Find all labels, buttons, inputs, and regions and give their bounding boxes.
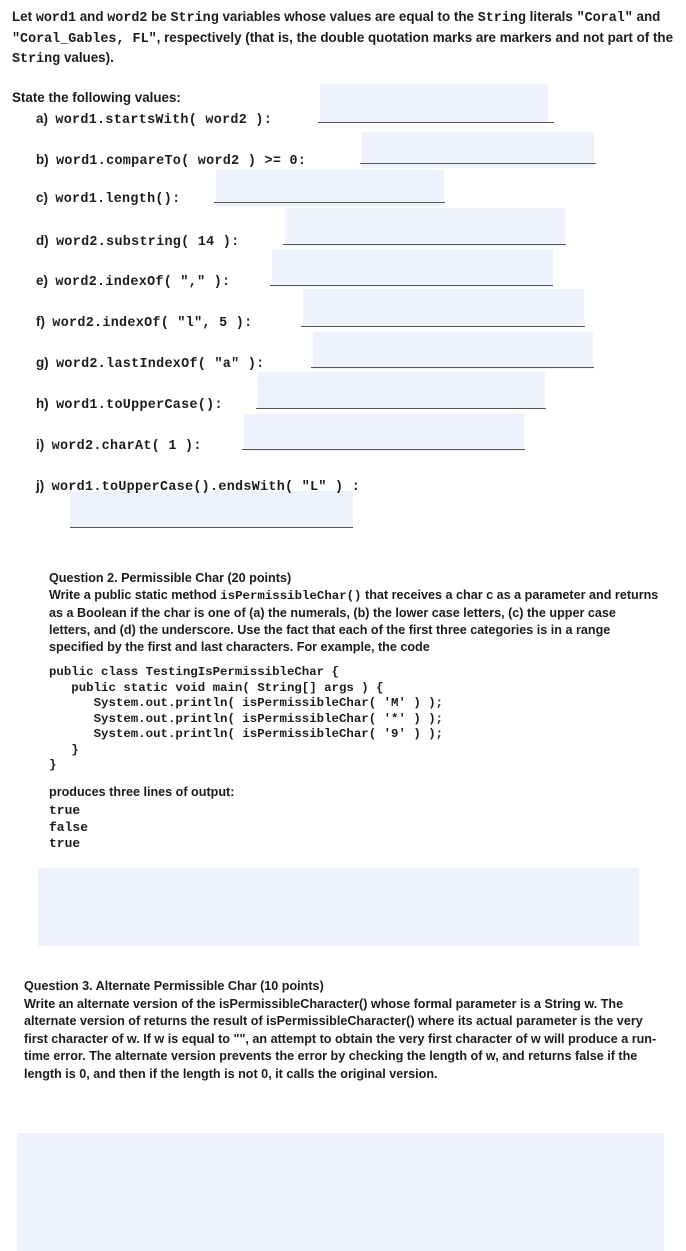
answer-box-c[interactable] — [216, 170, 444, 206]
answer-box-a[interactable] — [320, 84, 548, 122]
question-3-body: Write an alternate version of the isPermissibleCharacter() whose formal parameter is a String w. The alternate version of returns the result of isPermissibleCharacter() where its actual parameter is the very first character of w. If w is equal to "", an attempt to obtain the very first character of w will produce a run-time error. The alternate version prevents the error by checking the length of w, and returns false if the length is 0, and then if the length is not 0, it calls the original version. — [24, 996, 657, 1081]
item-i: i) word2.charAt( 1 ): — [36, 437, 202, 454]
question-2-output: true false true — [49, 803, 89, 851]
answer-box-j[interactable] — [70, 491, 353, 527]
answer-box-f[interactable] — [303, 289, 584, 327]
answer-line-i — [242, 449, 525, 450]
item-f: f) word2.indexOf( "l", 5 ): — [36, 314, 253, 331]
item-e: e) word2.indexOf( "," ): — [36, 273, 231, 290]
answer-box-q2[interactable] — [38, 868, 639, 946]
answer-box-d[interactable] — [285, 208, 565, 246]
answer-line-c — [214, 202, 445, 203]
question-3 — [24, 978, 664, 1083]
item-b: b) word1.compareTo( word2 ) >= 0: — [36, 152, 307, 169]
answer-line-e — [270, 285, 553, 286]
answer-line-d — [283, 244, 566, 245]
answer-line-a — [318, 122, 554, 123]
item-j: j) word1.toUpperCase().endsWith( "L" ) : — [36, 478, 361, 495]
item-c: c) word1.length(): — [36, 190, 181, 207]
question-3-title: Question 3. Alternate Permissible Char (10 points) — [24, 979, 324, 993]
item-h: h) word1.toUpperCase(): — [36, 396, 223, 413]
question-2-title: Question 2. Permissible Char (20 points) — [49, 571, 292, 585]
answer-box-i[interactable] — [244, 414, 524, 451]
item-d: d) word2.substring( 14 ): — [36, 233, 240, 250]
item-a: a) word1.startsWith( word2 ): — [36, 111, 273, 128]
state-heading: State the following values: — [12, 90, 181, 105]
answer-box-e[interactable] — [272, 250, 553, 287]
intro-paragraph: Let word1 and word2 be String variables whose values are equal to the String literals "Coral" and "Coral_Gables, FL", respectively (that is, the double quotation marks are markers and not part of the String values). — [12, 9, 674, 67]
answer-box-h[interactable] — [258, 372, 545, 409]
question-2-produces: produces three lines of output: — [49, 785, 235, 799]
answer-box-q3[interactable] — [17, 1133, 664, 1251]
question-2 — [49, 570, 659, 656]
answer-line-g — [311, 367, 594, 368]
question-2-code: public class TestingIsPermissibleChar { public static void main( String[] args ) { System.out.println( isPermissibleChar( 'M' ) ); System.out.println( isPermissibleChar( '*' ) ); System.out.println( isPermissibleChar( '9' ) ); } } — [49, 665, 444, 772]
answer-line-f — [301, 326, 585, 327]
item-g: g) word2.lastIndexOf( "a" ): — [36, 355, 265, 372]
answer-box-g[interactable] — [313, 332, 593, 369]
answer-line-h — [256, 408, 546, 409]
answer-line-b — [360, 163, 596, 164]
question-2-body: Write a public static method isPermissibleChar() that receives a char c as a parameter and returns as a Boolean if the char is one of (a) the numerals, (b) the lower case letters, (c) the upper case letters, and (d) the underscore. Use the fact that each of the first three categories is in a range specified by the first and last characters. For example, the code — [49, 588, 659, 654]
answer-line-j — [70, 527, 353, 528]
